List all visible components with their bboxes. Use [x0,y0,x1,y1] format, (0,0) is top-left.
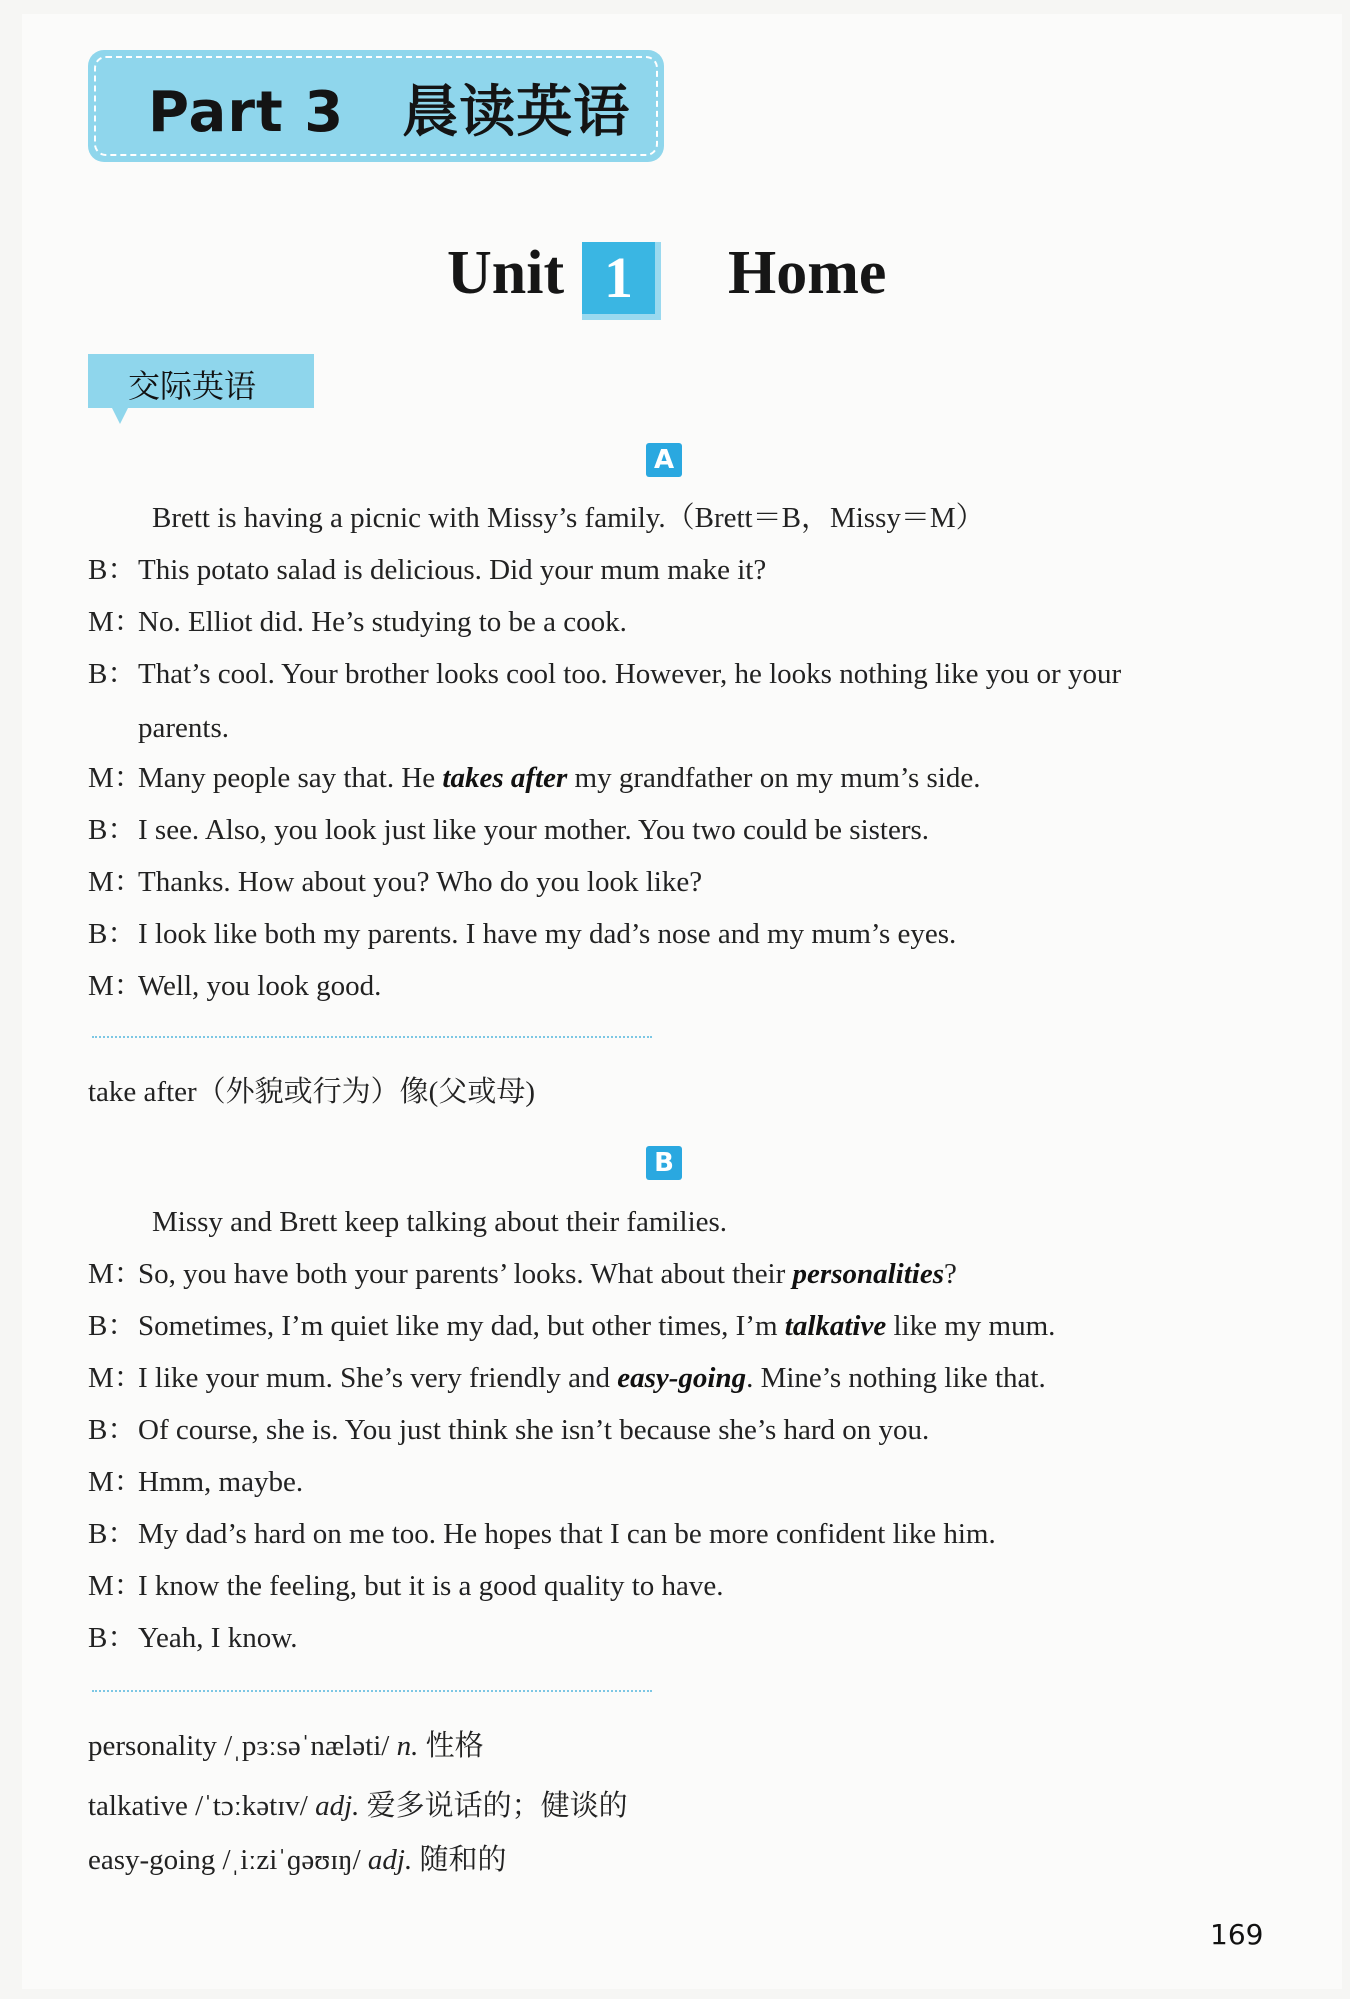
dialogue-line [88,1568,724,1604]
phrase-note: take after（外貌或行为）像(父或母) [88,1076,535,1108]
vocab-phonetic: /ˌpɜːsəˈnæləti/ [224,1730,390,1762]
line-text: I look like both my parents. I have my dad’s nose and my mum’s eyes. [138,918,957,950]
speaker-label: M： [88,866,143,898]
line-text: Of course, she is. You just think she isn’t because she’s hard on you. [138,1414,930,1446]
key-phrase: takes after [442,762,568,794]
part-label: Part 3 [148,80,345,145]
dialogue-line [88,552,766,588]
line-text-pre: I like your mum. She’s very friendly and [138,1362,618,1394]
unit-number: 1 [604,245,633,310]
unit-word: Unit [447,239,565,307]
part-banner [88,50,664,162]
speaker-label: B： [88,554,137,586]
line-text: I know the feeling, but it is a good quality to have. [138,1570,724,1602]
dialogue-line [88,916,956,952]
key-word: personalities [792,1258,944,1290]
vocab-pos: adj. [315,1790,360,1822]
dialogue-line [88,1464,303,1500]
dialogue-line [88,1360,1046,1396]
part-title: 晨读英语 [402,80,631,145]
speaker-label: B： [88,1310,137,1342]
line-text-post: my grandfather on my mum’s side. [567,762,981,794]
speaker-label: M： [88,1362,143,1394]
vocab-meaning: 性格 [425,1730,484,1762]
vocab-entry [88,1728,484,1764]
line-text: I see. Also, you look just like your mother. You two could be sisters. [138,814,930,846]
line-text-post: like my mum. [886,1310,1056,1342]
speaker-label: M： [88,1258,143,1290]
dialogue-line [88,656,1121,692]
part-heading [148,68,630,148]
vocab-entry [88,1842,507,1878]
line-text-pre: Sometimes, I’m quiet like my dad, but other times, I’m [138,1310,785,1342]
speaker-label: B： [88,918,137,950]
vocab-meaning: 随和的 [419,1844,507,1876]
line-text: My dad’s hard on me too. He hopes that I can be more confident like him. [138,1518,996,1550]
speaker-label: M： [88,1466,143,1498]
dialogue-line [88,1308,1055,1344]
vocab-pos: n. [396,1730,419,1762]
line-text: This potato salad is delicious. Did your mum make it? [138,554,767,586]
line-text-post: . Mine’s nothing like that. [746,1362,1046,1394]
vocab-word: easy-going [88,1844,216,1876]
key-word: easy-going [617,1362,747,1394]
speaker-label: M： [88,762,143,794]
speaker-label: M： [88,1570,143,1602]
speaker-label: B： [88,814,137,846]
dialogue-line [88,1412,929,1448]
dialogue-line [88,760,980,796]
section-tag-label: 交际英语 [128,367,257,405]
vocab-entry [88,1788,628,1824]
dialogue-a-intro: Brett is having a picnic with Missy’s family.（Brett＝B，Missy＝M） [152,502,985,534]
dialogue-line [88,864,702,900]
dotted-divider [92,1036,652,1038]
line-text-pre: So, you have both your parents’ looks. What about their [138,1258,793,1290]
line-text: Yeah, I know. [138,1622,298,1654]
unit-title: Home [728,239,887,307]
speaker-label: B： [88,1518,137,1550]
dialogue-a-marker: A [646,443,682,477]
dialogue-line [88,1620,298,1656]
speaker-label: B： [88,658,137,690]
dialogue-line [88,812,929,848]
page-number: 169 [1210,1918,1264,1951]
speaker-label: B： [88,1414,137,1446]
vocab-phonetic: /ˈtɔːkətɪv/ [195,1790,308,1822]
line-text-post: ? [944,1258,957,1290]
dialogue-line [88,1256,957,1292]
vocab-word: personality [88,1730,217,1762]
line-text: Thanks. How about you? Who do you look like? [138,866,703,898]
line-text: Hmm, maybe. [138,1466,304,1498]
unit-number-badge [582,242,661,320]
vocab-phonetic: /ˌiːziˈɡəʊɪŋ/ [222,1844,361,1876]
dialogue-line [88,604,627,640]
dialogue-line [88,968,381,1004]
unit-heading [0,238,1350,318]
key-word: talkative [784,1310,887,1342]
line-text: That’s cool. Your brother looks cool too. However, he looks nothing like you or your [138,658,1122,690]
line-text-pre: Many people say that. He [138,762,443,794]
dialogue-b-intro: Missy and Brett keep talking about their families. [152,1206,728,1238]
speaker-label: B： [88,1622,137,1654]
vocab-pos: adj. [367,1844,413,1876]
section-tag [88,354,314,408]
dotted-divider [92,1690,652,1692]
speaker-label: M： [88,970,143,1002]
line-text: No. Elliot did. He’s studying to be a cook. [138,606,627,638]
line-text: parents. [138,712,229,744]
dialogue-line [88,1516,996,1552]
vocab-meaning: 爱多说话的；健谈的 [366,1790,628,1822]
line-text: Well, you look good. [138,970,382,1002]
vocab-word: talkative [88,1790,188,1822]
speaker-label: M： [88,606,143,638]
dialogue-b-marker: B [646,1146,682,1180]
dialogue-line-continuation [138,710,229,746]
